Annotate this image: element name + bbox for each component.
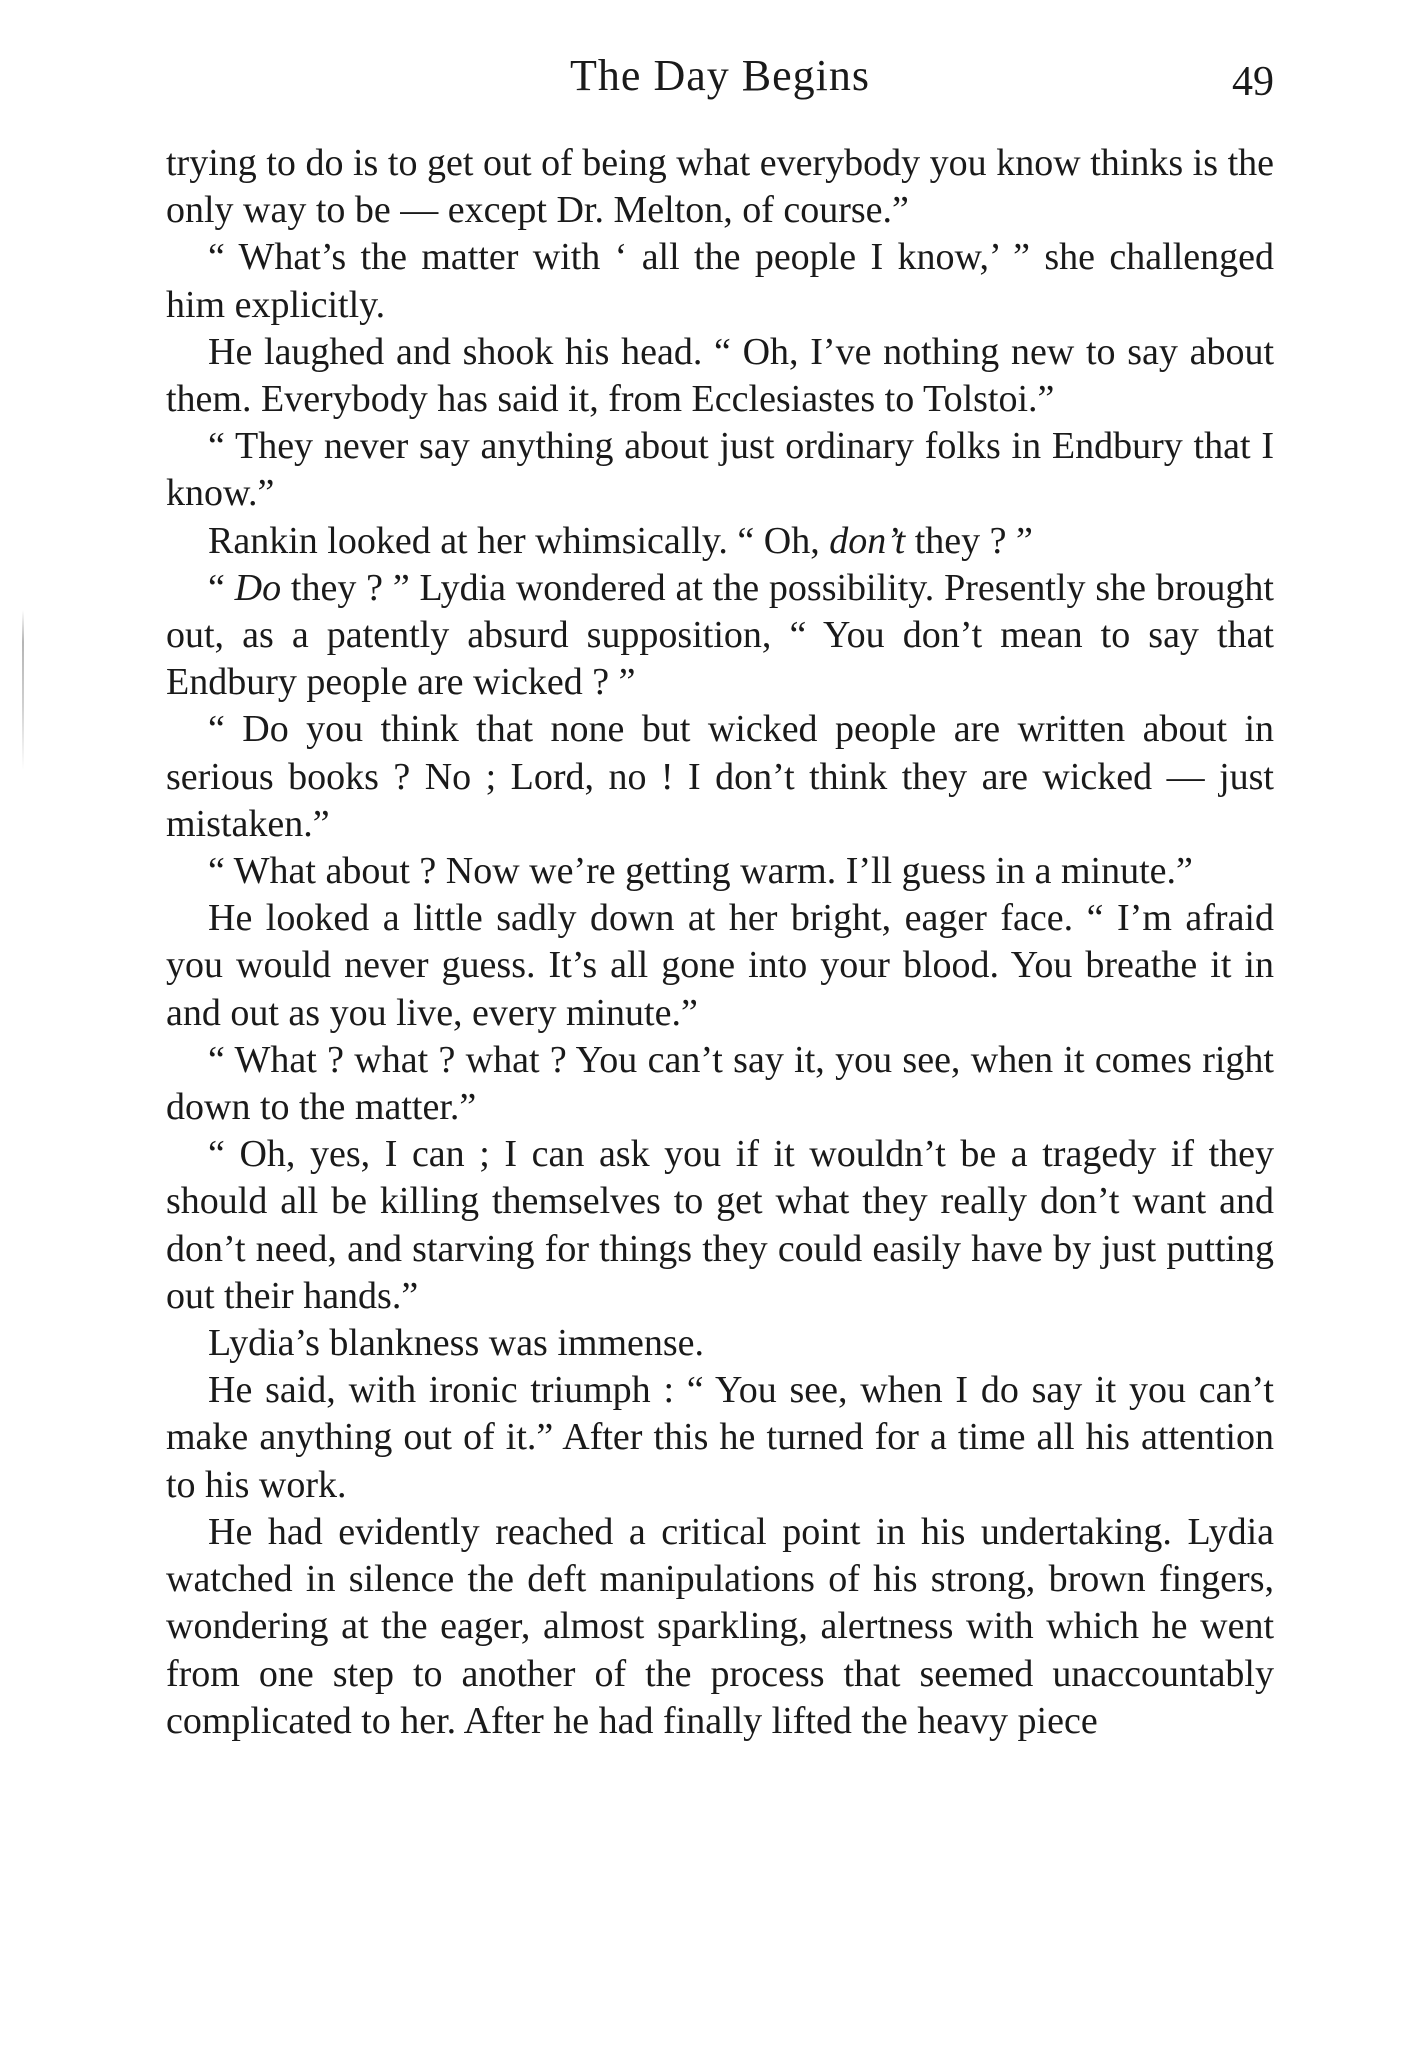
text-run: “ What’s the matter with ‘ all the people I know,’ ” she challenged him explicitly. xyxy=(166,236,1274,326)
paragraph xyxy=(166,565,1274,707)
text-body xyxy=(166,140,1274,1745)
paragraph xyxy=(166,518,1274,565)
running-title: The Day Begins xyxy=(570,51,870,100)
paragraph xyxy=(166,423,1274,517)
paragraph xyxy=(166,848,1274,895)
text-run: trying to do is to get out of being what everybody you know thinks is the only way to be — except Dr. Melton, of course.” xyxy=(166,142,1274,232)
italic-text: Do xyxy=(234,566,282,609)
running-head xyxy=(166,50,1274,110)
page-number: 49 xyxy=(1232,59,1274,105)
text-run: “ They never say anything about just ordinary folks in Endbury that I know.” xyxy=(166,425,1274,515)
paragraph xyxy=(166,329,1274,423)
paragraph xyxy=(166,1367,1274,1509)
text-run: “ xyxy=(208,566,235,609)
margin-mark xyxy=(22,610,24,770)
text-run: “ Oh, yes, I can ; I can ask you if it wouldn’t be a tragedy if they should all be killing themselves to get what they really don’t want and don’t need, and starving for things they could easily have by just putting out their hands.” xyxy=(166,1133,1274,1317)
text-run: Rankin looked at her whimsically. “ Oh, xyxy=(208,519,830,562)
text-run: “ What about ? Now we’re getting warm. I’ll guess in a minute.” xyxy=(208,850,1193,893)
text-run: “ What ? what ? what ? You can’t say it, you see, when it comes right down to the matter.” xyxy=(166,1038,1274,1129)
text-run: He laughed and shook his head. “ Oh, I’ve nothing new to say about them. Everybody has said it, from Ecclesiastes to Tolstoi.” xyxy=(166,330,1274,421)
paragraph xyxy=(166,1320,1274,1367)
paragraph xyxy=(166,706,1274,848)
paragraph xyxy=(166,140,1274,234)
text-run: He looked a little sadly down at her bright, eager face. “ I’m afraid you would never guess. It’s all gone into your blood. You breathe it in and out as you live, every minute.” xyxy=(166,897,1274,1034)
text-run: Lydia’s blankness was immense. xyxy=(208,1322,705,1365)
paragraph xyxy=(166,1037,1274,1131)
text-run: He said, with ironic triumph : “ You see, when I do say it you can’t make anything out of it.” After this he turned for a time all his attention to his work. xyxy=(166,1369,1274,1506)
text-run: He had evidently reached a critical point in his undertaking. Lydia watched in silence the deft manipulations of his strong, brown fingers, wondering at the eager, almost sparkling, alertness with which he went from one step to another of the process that seemed unaccountably complicated to her. After he had finally lifted the heavy piece xyxy=(166,1510,1274,1742)
text-run: they ? ” Lydia wondered at the possibility. Presently she brought out, as a patently absurd supposition, “ You don’t mean to say that Endbury people are wicked ? ” xyxy=(166,566,1274,704)
text-run: they ? ” xyxy=(905,519,1033,562)
paragraph xyxy=(166,234,1274,328)
paragraph xyxy=(166,1509,1274,1745)
paragraph xyxy=(166,1131,1274,1320)
italic-text: don’t xyxy=(829,519,906,562)
paragraph xyxy=(166,895,1274,1037)
text-run: “ Do you think that none but wicked people are written about in serious books ? No ; Lord, no ! I don’t think they are wicked — just mistaken.” xyxy=(166,708,1274,845)
